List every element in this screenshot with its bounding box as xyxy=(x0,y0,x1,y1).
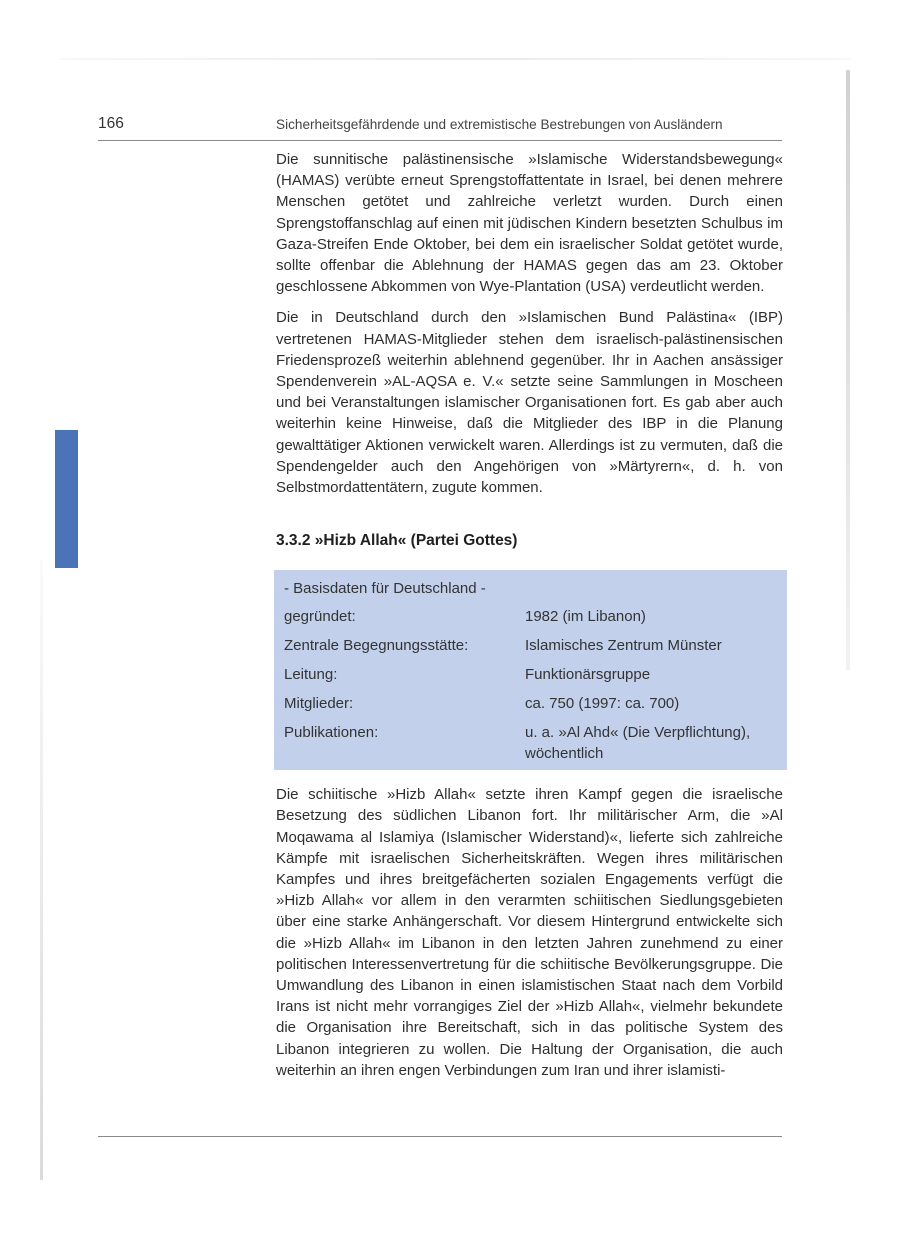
fact-label: gegründet: xyxy=(284,608,356,626)
fact-row xyxy=(284,635,777,656)
paragraph-ibp: Die in Deutschland durch den »Islamischen Bund Palästina« (IBP) vertretenen HAMAS-Mitglieder stehen dem israelisch-palästinensischen Friedensprozeß weiterhin ablehnend gegenüber. Ihr in Aachen ansässiger Spendenverein »AL-AQSA e. V.« setzte seine Sammlungen in Moscheen und bei Veranstaltungen islamischer Organisationen fort. Es gab aber auch weiterhin keine Hinweise, daß die Mitglieder des IBP in die Planung gewalttätiger Aktionen verwickelt waren. Allerdings ist zu vermuten, daß die Spendengelder auch den Angehörigen von »Märtyrern«, d. h. von Selbstmordattentätern, zugute kommen. xyxy=(276,309,783,497)
section-heading: 3.3.2 »Hizb Allah« (Partei Gottes) xyxy=(276,532,518,550)
main-content xyxy=(276,149,783,1091)
fact-row xyxy=(284,722,777,764)
basisdaten-box xyxy=(274,570,787,770)
running-header: Sicherheitsgefährdende und extremistische Bestrebungen von Ausländern xyxy=(276,117,723,132)
fact-row xyxy=(284,664,777,685)
page-number: 166 xyxy=(98,115,124,132)
page-left-edge xyxy=(40,560,43,1180)
header-rule xyxy=(98,140,782,141)
page-top-shadow xyxy=(60,58,850,60)
fact-label: Zentrale Begegnungsstätte: xyxy=(284,637,469,655)
paragraph-hamas: Die sunnitische palästinensische »Islamische Widerstandsbewegung« (HAMAS) verübte erneut Sprengstoffattentate in Israel, bei denen mehrere Menschen getötet und zahlreiche verletzt wurden. Durch einen Sprengstoffanschlag auf einen mit jüdischen Kindern besetzten Schulbus im Gaza-Streifen Ende Oktober, bei dem ein israelischer Soldat getötet wurde, sollte offenbar die Ablehnung der HAMAS gegen das am 23. Oktober geschlossene Abkommen von Wye-Plantation (USA) verdeutlicht werden. xyxy=(276,151,783,296)
fact-value: u. a. »Al Ahd« (Die Verpflichtung), wöchentlich xyxy=(525,724,751,763)
fact-value: 1982 (im Libanon) xyxy=(525,608,646,626)
fact-value: Islamisches Zentrum Münster xyxy=(525,637,722,655)
paragraph-hizb-allah: Die schiitische »Hizb Allah« setzte ihren Kampf gegen die israelische Besetzung des südlichen Libanon fort. Ihr militärischer Arm, die »Al Moqawama al Islamiya (Islamischer Widerstand)«, lieferte sich zahlreiche Kämpfe mit israelischen Sicherheitskräften. Wegen ihres militärischen Kampfes und ihres breitgefächerten sozialen Engagements verfügt die »Hizb Allah« vor allem in den verarmten schiitischen Siedlungsgebieten über eine starke Anhängerschaft. Vor diesem Hintergrund entwickelte sich die »Hizb Allah« im Libanon in den letzten Jahren zunehmend zu einer politischen Interessenvertretung für die schiitische Bevölkerungsgruppe. Die Umwandlung des Libanon in einen islamistischen Staat nach dem Vorbild Irans ist nicht mehr vorrangiges Ziel der »Hizb Allah«, vielmehr bekundete die Organisation ihre Bereitschaft, sich in das politische System des Libanon integrieren zu wollen. Die Haltung der Organisation, die auch weiterhin an ihren engen Verbindungen zum Iran und ihrer islamisti- xyxy=(276,786,783,1079)
fact-box-title: - Basisdaten für Deutschland - xyxy=(284,580,486,598)
chapter-thumb-tab xyxy=(55,430,78,568)
fact-value: ca. 750 (1997: ca. 700) xyxy=(525,695,680,713)
fact-label: Publikationen: xyxy=(284,724,379,742)
fact-label: Leitung: xyxy=(284,666,338,684)
footer-rule xyxy=(98,1136,782,1137)
page-right-edge xyxy=(846,70,850,670)
fact-row xyxy=(284,693,777,714)
fact-value: Funktionärsgruppe xyxy=(525,666,651,684)
fact-row xyxy=(284,606,777,627)
fact-label: Mitglieder: xyxy=(284,695,354,713)
